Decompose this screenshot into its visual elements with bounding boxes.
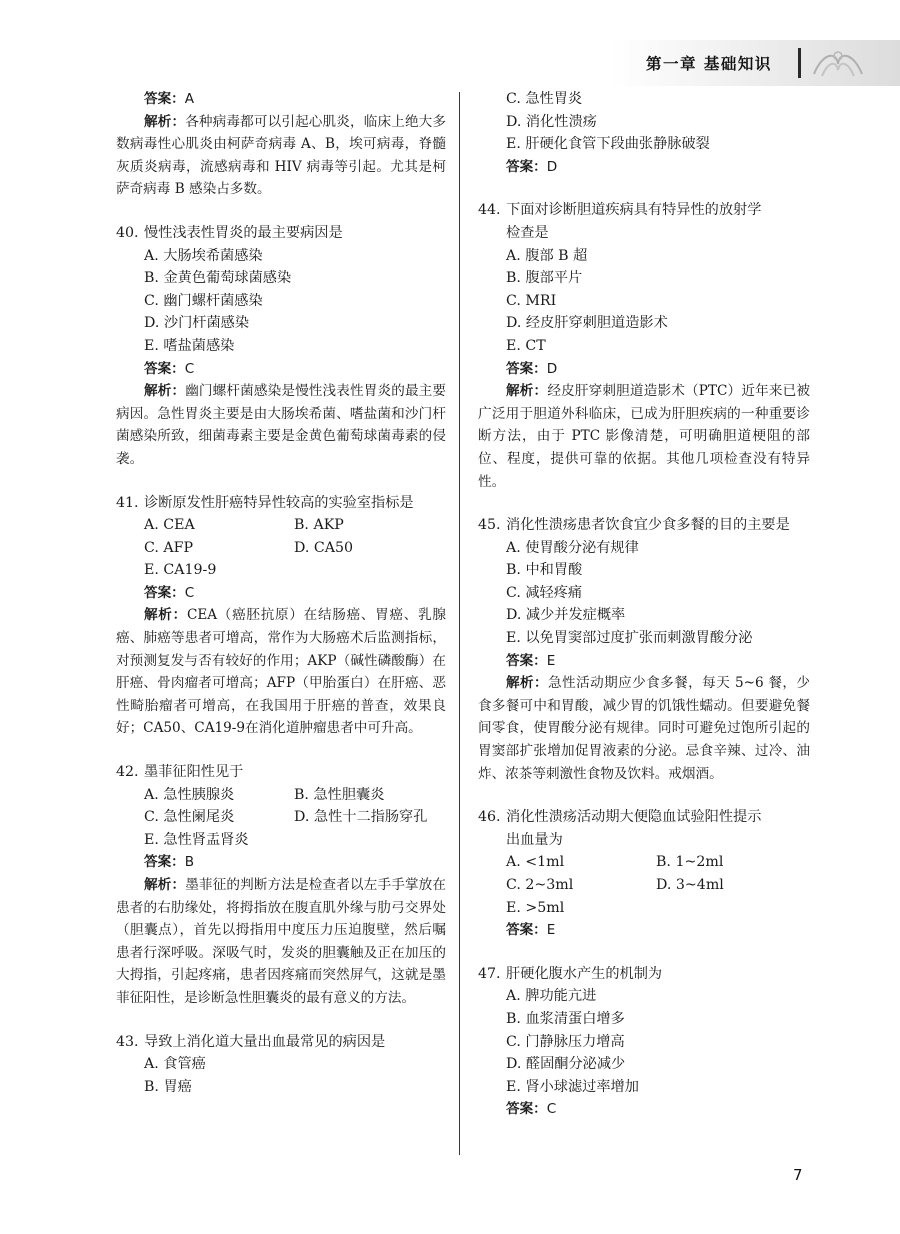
option: A. 腹部 B 超 [506,247,588,264]
option: D. 减少并发症概率 [506,607,626,624]
option: C. AFP [144,539,194,556]
question-stem: 43. 导致上消化道大量出血最常见的病因是 [116,1033,386,1050]
right-column [478,88,810,1121]
option: D. 醛固酮分泌减少 [506,1056,626,1073]
option: B. 血浆清蛋白增多 [506,1010,625,1027]
option-row [478,851,810,874]
option: A. 脾功能亢进 [506,988,597,1005]
explanation: 解析：各种病毒都可以引起心肌炎，临床上绝大多数病毒性心肌炎由柯萨奇病毒 A、B，埃可病毒，脊髓灰质炎病毒，流感病毒和 HIV 病毒等引起。尤其是柯萨奇病毒 B 感染占多数。 [116,113,447,198]
answer-line: 答案：D [506,360,558,377]
option: B. 中和胃酸 [506,562,583,579]
question-stem: 44. 下面对诊断胆道疾病具有特异性的放射学 [478,202,762,219]
option: E. 肝硬化食管下段曲张静脉破裂 [506,136,710,153]
page-number: 7 [793,1166,803,1184]
option: C. MRI [506,292,557,309]
option: E. CT [506,337,546,354]
option: B. AKP [294,517,344,534]
option: D. 沙门杆菌感染 [144,315,250,332]
explanation: 解析：墨菲征的判断方法是检查者以左手手掌放在患者的右肋缘处，将拇指放在腹直肌外缘与肋弓交界处（胆囊点），首先以拇指用中度压力压迫腹壁，然后嘱患者行深呼吸。深吸气时，发炎的胆囊触及正在加压的大拇指，引起疼痛，患者因疼痛而突然屏气，这就是墨菲征阳性，是诊断急性胆囊炎的最有意义的方法。 [116,877,447,1006]
header-divider [798,48,801,78]
running-header [610,40,900,86]
answer-line: 答案：C [144,584,195,601]
question-stem: 42. 墨菲征阳性见于 [116,764,244,781]
option: B. 胃癌 [144,1078,192,1095]
answer-line: 答案：C [144,360,195,377]
question-stem-cont: 检查是 [506,224,549,241]
option: C. 减轻疼痛 [506,584,583,601]
option-row [116,514,446,537]
publisher-logo-icon [808,44,868,84]
option: C. 门静脉压力增高 [506,1033,625,1050]
question-stem: 40. 慢性浅表性胃炎的最主要病因是 [116,224,343,241]
option: A. 急性胰腺炎 [144,786,235,803]
option: D. 急性十二指肠穿孔 [294,809,428,826]
option: E. 急性肾盂肾炎 [144,831,249,848]
explanation: 解析：CEA（癌胚抗原）在结肠癌、胃癌、乳腺癌、肺癌等患者可增高，常作为大肠癌术后监测指标，对预测复发与否有较好的作用；AKP（碱性磷酸酶）在肝癌、骨肉瘤者可增高；AFP（甲胎蛋白）在肝癌、恶性畸胎瘤者可增高，在我国用于肝癌的普查，效果良好；CA50、CA19-9在消化道肿瘤患者中可升高。 [116,607,447,737]
option: C. 幽门螺杆菌感染 [144,292,263,309]
explanation: 解析：幽门螺杆菌感染是慢性浅表性胃炎的最主要病因。急性胃炎主要是由大肠埃希菌、嗜盐菌和沙门杆菌感染所致，细菌毒素主要是金黄色葡萄球菌毒素的侵袭。 [116,383,447,467]
option: A. 食管癌 [144,1056,206,1073]
question-stem: 46. 消化性溃疡活动期大便隐血试验阳性提示 [478,809,762,826]
option: D. 3~4ml [656,877,724,893]
option: A. <1ml [506,854,565,871]
question-stem: 45. 消化性溃疡患者饮食宜少食多餐的目的主要是 [478,517,790,534]
option-row [116,537,446,560]
option: E. 肾小球滤过率增加 [506,1078,639,1095]
answer-line: 答案：E [506,922,556,939]
option-row [116,784,446,807]
question-stem-cont: 出血量为 [506,831,563,848]
left-column [116,88,446,1098]
option: B. 1~2ml [656,854,724,871]
option: A. 大肠埃希菌感染 [144,247,263,264]
answer-line: 答案：A [144,91,195,107]
option: E. 以免胃窦部过度扩张而刺激胃酸分泌 [506,630,753,647]
question-stem: 41. 诊断原发性肝癌特异性较高的实验室指标是 [116,494,414,511]
option: C. 急性胃炎 [506,91,583,107]
option: A. CEA [144,517,195,534]
option: C. 2~3ml [506,877,574,893]
option: B. 急性胆囊炎 [294,786,385,803]
answer-line: 答案：B [144,854,195,871]
option: A. 使胃酸分泌有规律 [506,539,639,556]
option: B. 金黄色葡萄球菌感染 [144,270,292,287]
option-row [116,806,446,829]
question-stem: 47. 肝硬化腹水产生的机制为 [478,965,663,982]
option: E. CA19-9 [144,562,217,579]
option: B. 腹部平片 [506,270,583,287]
answer-line: 答案：C [506,1101,557,1118]
option: E. >5ml [506,899,565,916]
option-row [478,874,810,897]
explanation: 解析：急性活动期应少食多餐，每天 5~6 餐，少食多餐可中和胃酸，减少胃的饥饿性蠕动。但要避免餐间零食，使胃酸分泌有规律。同时可避免过饱所引起的胃窦部扩张增加促胃液素的分泌。忌食辛辣、过冷、油炸、浓茶等刺激性食物及饮料。戒烟酒。 [478,675,810,782]
option: E. 嗜盐菌感染 [144,337,235,354]
chapter-title: 第一章 基础知识 [646,55,772,73]
answer-line: 答案：E [506,652,556,669]
option: D. CA50 [294,539,354,556]
answer-line: 答案：D [506,158,558,175]
option: D. 消化性溃疡 [506,113,597,130]
option: C. 急性阑尾炎 [144,809,235,826]
column-divider [459,92,460,1155]
explanation: 解析：经皮肝穿刺胆道造影术（PTC）近年来已被广泛用于胆道外科临床，已成为肝胆疾病的一种重要诊断方法，由于 PTC 影像清楚，可明确胆道梗阻的部位、程度，提供可靠的依据。其他几项检查没有特异性。 [478,383,810,490]
option: D. 经皮肝穿刺胆道造影术 [506,315,668,332]
